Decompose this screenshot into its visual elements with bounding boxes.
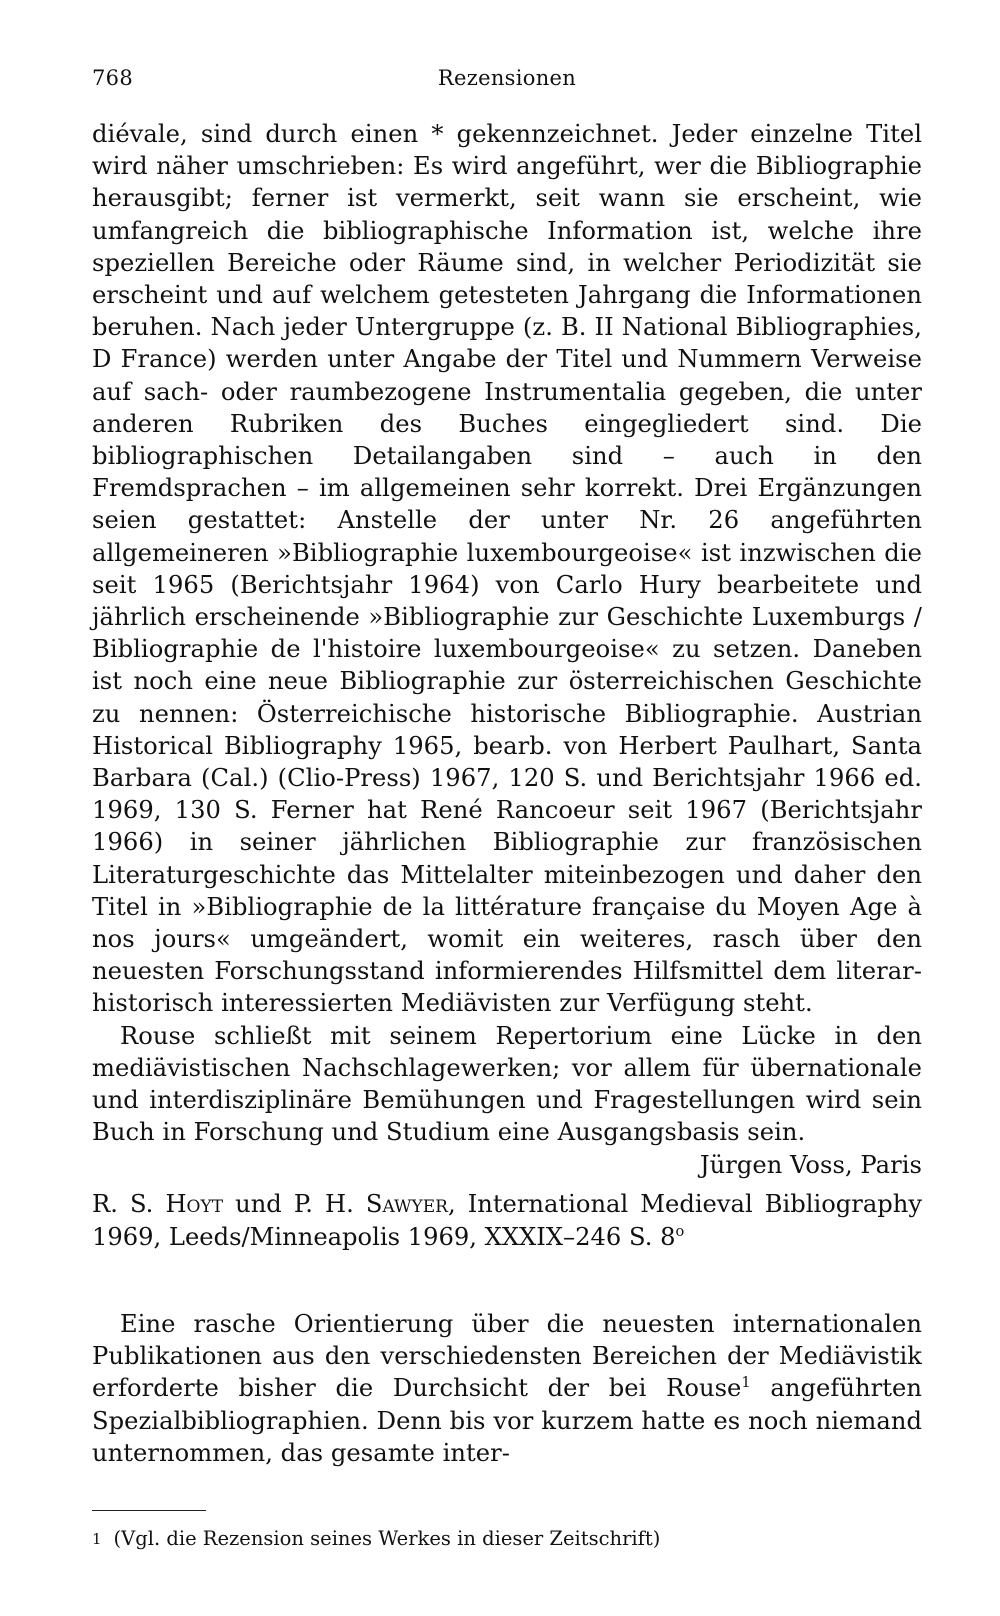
footnote — [92, 1526, 922, 1553]
running-title: Rezensionen — [437, 66, 577, 90]
author-2: P. H. Sawyer — [293, 1190, 448, 1218]
review-1-paragraph-2: Rouse schließt mit seinem Repertorium eine Lücke in den mediävistischen Nachschlagewerken; vor allem für übernationale und interdisziplinäre Bemühungen und Fragestellungen wird sein Buch in Forschung und Studium eine Ausgangsbasis sein. — [92, 1021, 922, 1147]
review-1-paragraph-1: diévale, sind durch einen * gekennzeichnet. Jeder einzelne Titel wird näher umschrieben: Es wird angeführt, wer die Bibliographie herausgibt; ferner ist vermerkt, seit wann sie erscheint, wie umfangreich die bibliographische Information ist, welche ihre speziellen Bereiche oder Räume sind, in welcher Periodizität sie erscheint und auf welchem getesteten Jahrgang die Informationen beruhen. Nach jeder Untergruppe (z. B. II National Bibliographies, D France) werden unter Angabe der Titel und Nummern Verweise auf sach- oder raumbezogene Instrumentalia gegeben, die unter anderen Rubriken des Buches eingegliedert sind. Die bibliographischen Detailangaben sind – auch in den Fremdsprachen – im allgemeinen sehr korrekt. Drei Ergänzungen seien gestattet: Anstelle der unter Nr. 26 angeführten allgemeineren »Bibliographie luxembourgeoise« ist inzwischen die seit 1965 (Berichtsjahr 1964) von Carlo Hury bearbeitete und jährlich erscheinende »Bibliographie zur Geschichte Luxemburgs / Bibliographie de l'histoire luxembourgeoise« zu setzen. Daneben ist noch eine neue Bibliographie zur österreichischen Geschichte zu nennen: Österreichische historische Bibliographie. Austrian Historical Bibliography 1965, bearb. von Herbert Paulhart, Santa Barbara (Cal.) (Clio-Press) 1967, 120 S. und Berichtsjahr 1966 ed. 1969, 130 S. Ferner hat René Rancoeur seit 1967 (Berichtsjahr 1966) in seiner jährlichen Bibliographie zur französischen Literaturgeschichte das Mittelalter miteinbezogen und daher den Titel in »Bibliographie de la littérature française du Moyen Age à nos jours« umgeändert, womit ein weiteres, rasch über den neuesten Forschungsstand informierendes Hilfsmittel dem literar-historisch interessierten Mediävisten zur Verfügung steht. — [92, 120, 922, 1018]
author-connector: und — [235, 1190, 282, 1218]
footnote-mark: 1 — [92, 1530, 102, 1548]
book-title: , International Medieval Bibliography 1969, Leeds/Minneapolis 1969, XXXIX–246 S. 8 — [92, 1190, 922, 1251]
review-1-body — [92, 118, 922, 1181]
review-2-body — [92, 1308, 922, 1469]
bibliographic-entry — [92, 1188, 922, 1254]
running-head — [92, 66, 922, 96]
page-number: 768 — [92, 66, 133, 90]
review-2-heading — [92, 1188, 922, 1254]
author-1: R. S. Hoyt — [92, 1190, 224, 1218]
review-2-paragraph-1 — [92, 1308, 922, 1469]
review-2-paragraph-1-start: Eine rasche Orientierung über die neuesten internationalen Publikationen aus den verschiedensten Bereichen der Mediävistik erforderte bisher die Durchsicht der bei Rouse — [92, 1310, 922, 1403]
reviewer-signature: Jürgen Voss, Paris — [699, 1150, 922, 1179]
footnote-rule — [92, 1510, 206, 1511]
footnote-reference: 1 — [741, 1375, 751, 1392]
footnote-text: (Vgl. die Rezension seines Werkes in dieser Zeitschrift) — [113, 1527, 661, 1550]
review-2-paragraph-1-cont: angeführten Spezialbibliographien. Denn bis vor kurzem hatte es noch niemand unternommen, das gesamte inter- — [92, 1374, 922, 1467]
format-mark: o — [675, 1223, 685, 1240]
